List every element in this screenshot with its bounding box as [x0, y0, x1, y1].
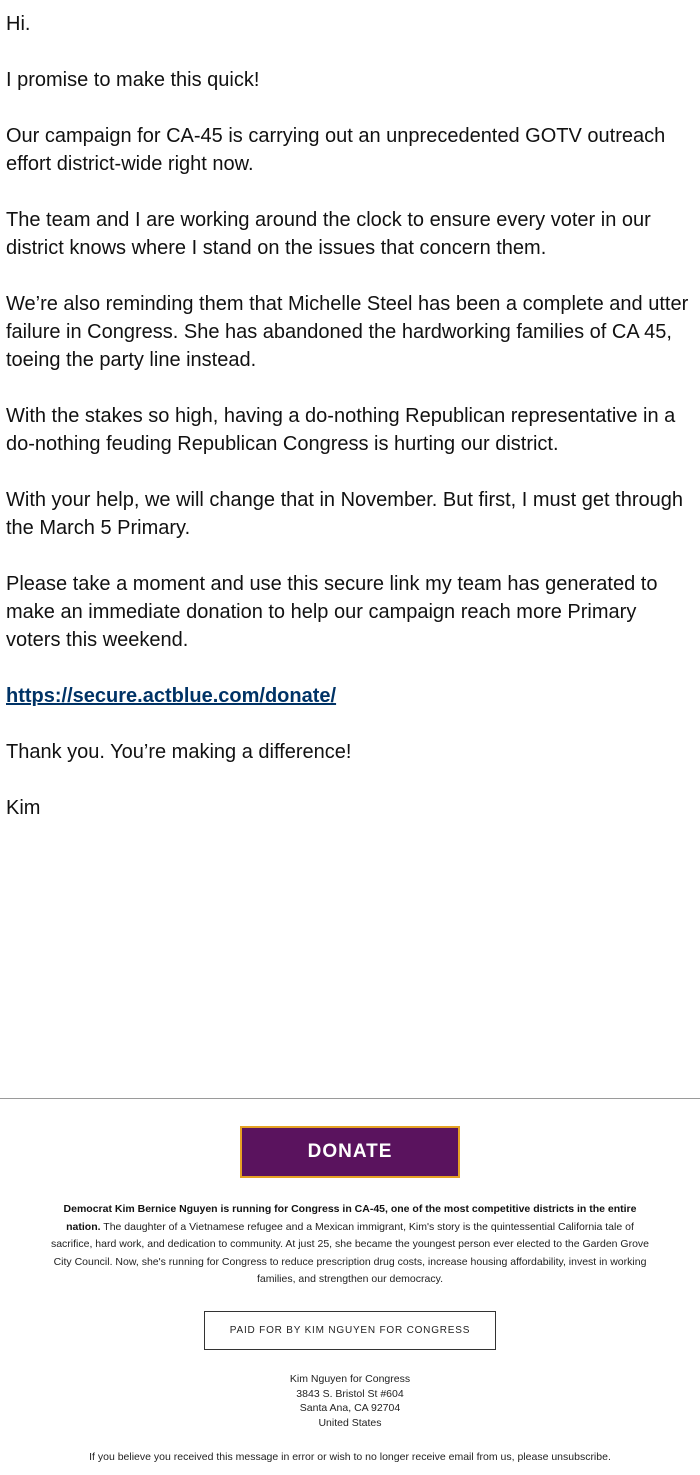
paragraph-team: The team and I are working around the clock to ensure every voter in our district knows where I stand on the issues that concern them. [6, 209, 651, 259]
greeting: Hi. [6, 13, 31, 35]
address-street: 3843 S. Bristol St #604 [296, 1387, 404, 1400]
donate-button[interactable]: DONATE [240, 1126, 460, 1178]
donate-link-row [6, 682, 696, 710]
paragraph-november: With your help, we will change that in November. But first, I must get through the March 5 Primary. [6, 489, 683, 539]
thank-you-text: Thank you. You’re making a difference! [6, 741, 352, 763]
mailing-address [0, 1372, 700, 1430]
paragraph-stakes: With the stakes so high, having a do-nothing Republican representative in a do-nothing feuding Republican Congress is hurting our district. [6, 405, 676, 455]
paragraph-gotv: Our campaign for CA-45 is carrying out an unprecedented GOTV outreach effort district-wide right now. [6, 125, 666, 175]
campaign-disclaimer [50, 1201, 650, 1289]
paragraph-steel: We’re also reminding them that Michelle Steel has been a complete and utter failure in Congress. She has abandoned the hardworking families of CA 45, toeing the party line instead. [6, 293, 689, 371]
address-city: Santa Ana, CA 92704 [299, 1402, 401, 1415]
signature: Kim [6, 797, 41, 819]
disclaimer-bold: Democrat Kim Bernice Nguyen is running for Congress in CA-45, one of the most competitive districts in the entire nation. [63, 1203, 637, 1233]
paragraph-donate-ask: Please take a moment and use this secure link my team has generated to make an immediate donation to help our campaign reach more Primary voters this weekend. [6, 573, 658, 651]
paid-for-box [204, 1311, 496, 1350]
paid-for-text: PAID FOR BY KIM NGUYEN FOR CONGRESS [229, 1325, 471, 1336]
address-org: Kim Nguyen for Congress [289, 1373, 411, 1385]
address-country: United States [318, 1416, 382, 1429]
unsubscribe-notice[interactable]: If you believe you received this message in error or wish to no longer receive email from us, please unsubscribe. [89, 1451, 611, 1463]
donate-link[interactable]: https://secure.actblue.com/donate/ [6, 685, 337, 707]
paragraph-intro: I promise to make this quick! [6, 69, 260, 91]
disclaimer-body: The daughter of a Vietnamese refugee and a Mexican immigrant, Kim's story is the quintessential California tale of sacrifice, hard work, and dedication to community. At just 25, she became the youngest person ever elected to the Garden Grove City Council. Now, she's running for Congress to reduce prescription drug costs, increase housing affordability, invest in working families, and strengthen our democracy. [50, 1220, 650, 1286]
footer-divider [0, 1098, 700, 1099]
